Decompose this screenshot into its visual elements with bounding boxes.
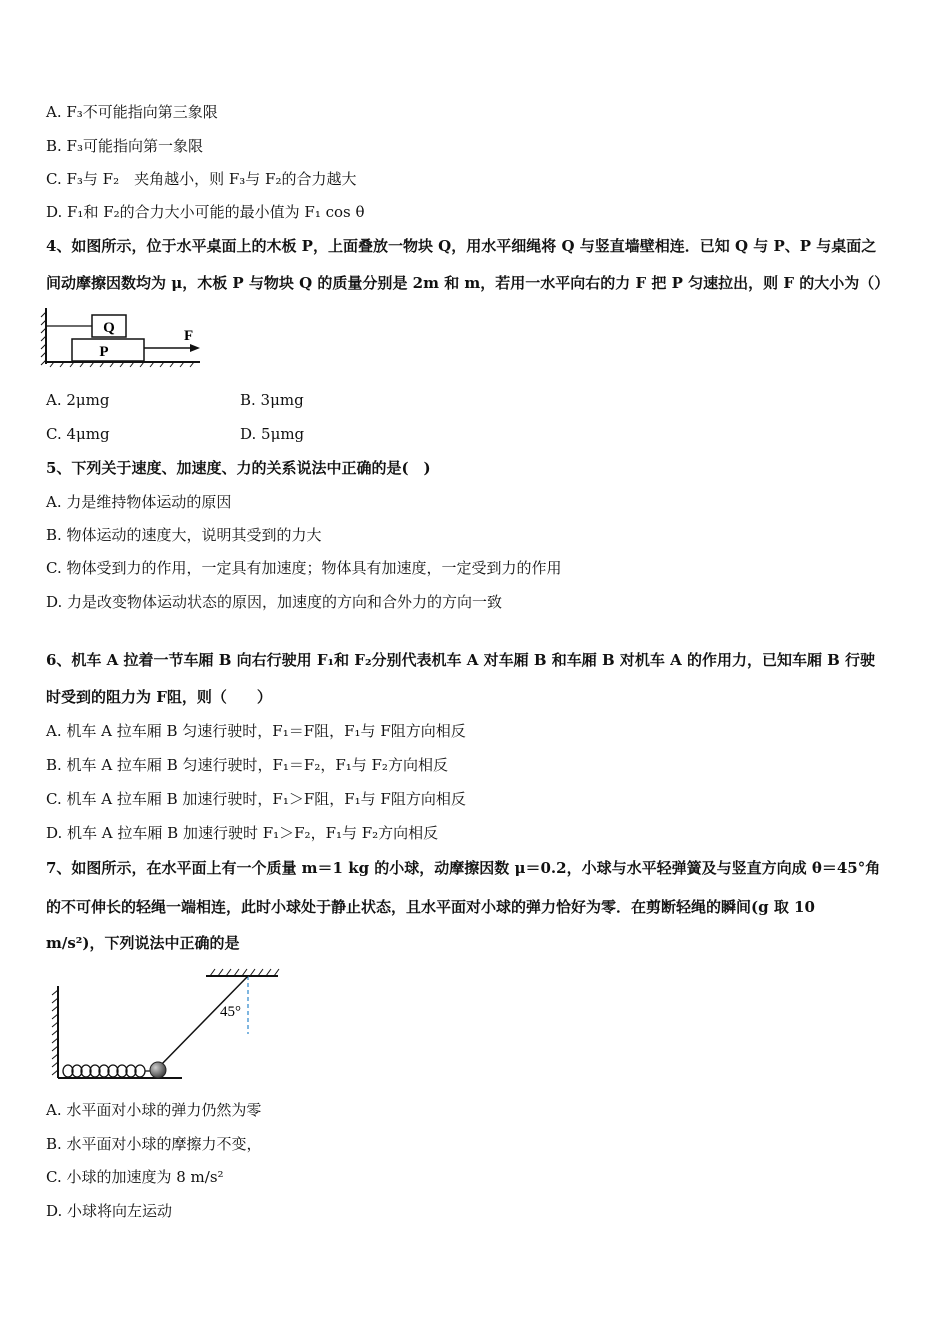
force-label: F xyxy=(184,328,194,344)
q7-option-a: A. 水平面对小球的弹力仍然为零 xyxy=(46,1101,262,1119)
q7-stem-line2: 的不可伸长的轻绳一端相连，此时小球处于静止状态，且水平面对小球的弹力恰好为零．在剪断轻绳的瞬间(g 取 10 xyxy=(46,898,815,916)
q4-stem-line2: 间动摩擦因数均为 μ，木板 P 与物块 Q 的质量分别是 2m 和 m，若用一水平向右的力 F 把 P 匀速拉出，则 F 的大小为（） xyxy=(46,274,890,292)
q4-option-d: D. 5μmg xyxy=(240,425,305,443)
q7-option-c: C. 小球的加速度为 8 m/s² xyxy=(46,1168,224,1186)
q5-option-a: A. 力是维持物体运动的原因 xyxy=(46,493,232,511)
ball xyxy=(150,1062,166,1078)
q5-option-b: B. 物体运动的速度大，说明其受到的力大 xyxy=(46,526,322,544)
q6-option-d: D. 机车 A 拉车厢 B 加速行驶时 F₁＞F₂，F₁与 F₂方向相反 xyxy=(46,824,439,842)
q6-option-b: B. 机车 A 拉车厢 B 匀速行驶时，F₁＝F₂，F₁与 F₂方向相反 xyxy=(46,756,448,774)
q7-option-d: D. 小球将向左运动 xyxy=(46,1202,173,1220)
q7-stem-line1: 7、如图所示，在水平面上有一个质量 m＝1 kg 的小球，动摩擦因数 μ＝0.2，小球与水平轻弹簧及与竖直方向成 θ＝45°角 xyxy=(46,859,881,877)
angle-label: 45° xyxy=(220,1004,241,1020)
q4-block-diagram xyxy=(40,306,210,368)
q6-stem-line2: 时受到的阻力为 F阻，则（ ） xyxy=(46,688,272,706)
q5-option-d: D. 力是改变物体运动状态的原因，加速度的方向和合外力的方向一致 xyxy=(46,593,503,611)
q6-stem-line1: 6、机车 A 拉着一节车厢 B 向右行驶用 F₁和 F₂分别代表机车 A 对车厢 B 和车厢 B 对机车 A 的作用力，已知车厢 B 行驶 xyxy=(46,651,876,669)
q4-option-c: C. 4μmg xyxy=(46,425,110,443)
q4-option-b: B. 3μmg xyxy=(240,391,304,409)
rope xyxy=(158,976,248,1068)
q3-option-c: C. F₃与 F₂ 夹角越小，则 F₃与 F₂的合力越大 xyxy=(46,170,357,188)
q7-option-b: B. 水平面对小球的摩擦力不变， xyxy=(46,1135,262,1153)
q3-option-b: B. F₃可能指向第一象限 xyxy=(46,137,203,155)
q3-option-d: D. F₁和 F₂的合力大小可能的最小值为 F₁ cos θ xyxy=(46,203,365,221)
board-p-label: P xyxy=(99,344,109,360)
q6-option-a: A. 机车 A 拉车厢 B 匀速行驶时，F₁＝F阻，F₁与 F阻方向相反 xyxy=(46,722,466,740)
q7-spring-rope-diagram xyxy=(44,964,284,1084)
block-q-label: Q xyxy=(103,320,115,336)
q7-stem-line3: m/s²)，下列说法中正确的是 xyxy=(46,934,240,952)
q6-option-c: C. 机车 A 拉车厢 B 加速行驶时，F₁＞F阻，F₁与 F阻方向相反 xyxy=(46,790,466,808)
q4-option-a: A. 2μmg xyxy=(46,391,110,409)
q5-option-c: C. 物体受到力的作用，一定具有加速度；物体具有加速度，一定受到力的作用 xyxy=(46,559,562,577)
q5-stem: 5、下列关于速度、加速度、力的关系说法中正确的是( ) xyxy=(46,459,431,477)
spring xyxy=(63,1065,150,1077)
q3-option-a: A. F₃不可能指向第三象限 xyxy=(46,103,218,121)
q4-stem-line1: 4、如图所示，位于水平桌面上的木板 P，上面叠放一物块 Q，用水平细绳将 Q 与竖直墙壁相连．已知 Q 与 P、P 与桌面之 xyxy=(46,237,877,255)
